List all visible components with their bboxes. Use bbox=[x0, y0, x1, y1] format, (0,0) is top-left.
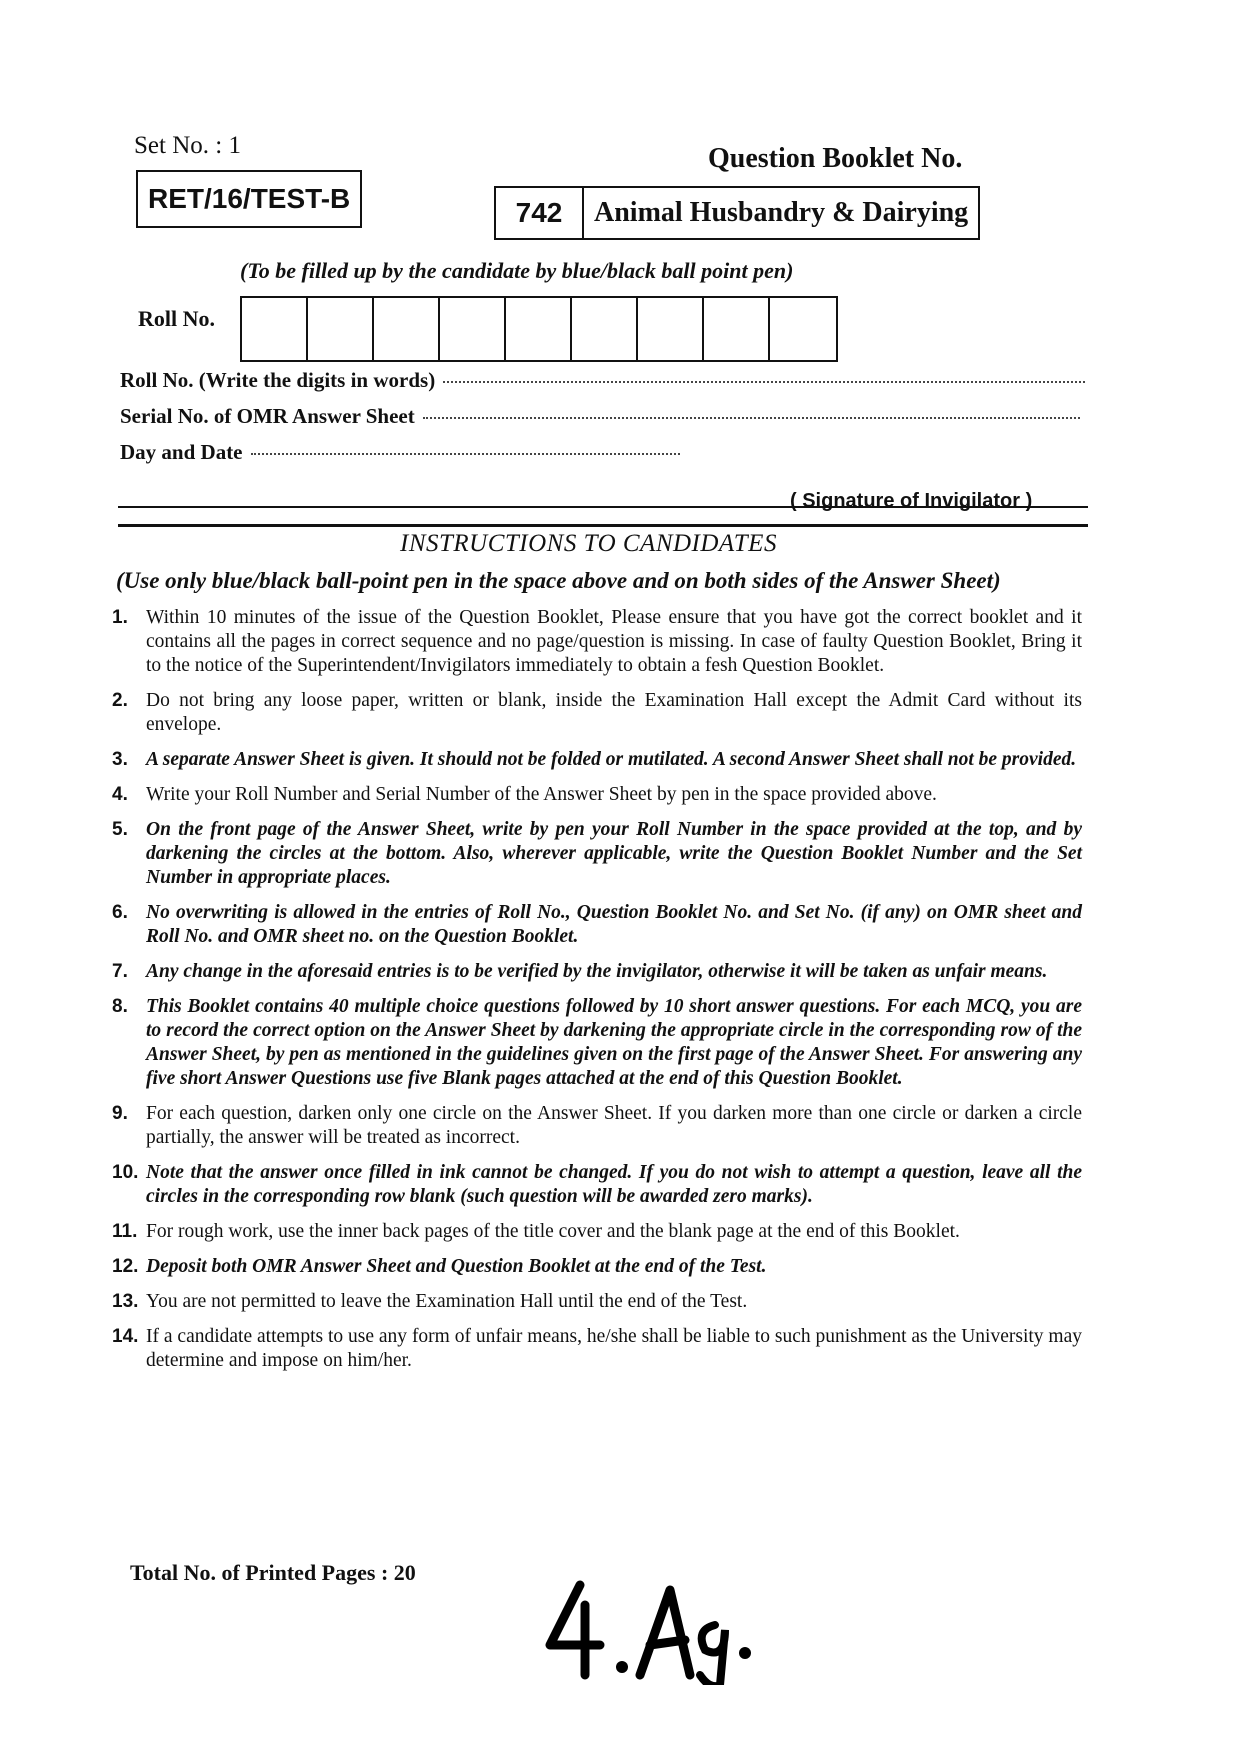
instructions-list bbox=[112, 606, 1082, 1384]
subject-box bbox=[494, 186, 980, 240]
instruction-item: 14. If a candidate attempts to use any form of unfair means, he/she shall be liable to such punishment as the University may determine and impose on him/her. bbox=[112, 1326, 1082, 1371]
roll-digit-box[interactable] bbox=[506, 298, 572, 360]
omr-serial-field[interactable] bbox=[120, 404, 1080, 429]
test-code-box: RET/16/TEST-B bbox=[136, 170, 362, 228]
fill-note: (To be filled up by the candidate by blue/black ball point pen) bbox=[240, 258, 794, 283]
subject-name: Animal Husbandry & Dairying bbox=[594, 197, 969, 228]
day-date-label: Day and Date bbox=[120, 440, 243, 464]
roll-no-words-line[interactable] bbox=[443, 381, 1085, 383]
instructions-subtitle: (Use only blue/black ball-point pen in the space above and on both sides of the Answer Sheet) bbox=[116, 568, 1001, 593]
subject-code: 742 bbox=[496, 188, 584, 238]
omr-serial-line[interactable] bbox=[423, 417, 1080, 419]
roll-digit-box[interactable] bbox=[242, 298, 308, 360]
roll-digit-box[interactable] bbox=[374, 298, 440, 360]
instruction-item: 12. Deposit both OMR Answer Sheet and Question Booklet at the end of the Test. bbox=[112, 1256, 767, 1277]
instruction-item: 9. For each question, darken only one circle on the Answer Sheet. If you darken more than one circle or darken a circle partially, the answer will be treated as incorrect. bbox=[112, 1103, 1082, 1148]
roll-no-words-label: Roll No. (Write the digits in words) bbox=[120, 368, 436, 392]
instruction-item: 2. Do not bring any loose paper, written or blank, inside the Examination Hall except the Admit Card without its envelope. bbox=[112, 690, 1082, 735]
instruction-item: 5. On the front page of the Answer Sheet, write by pen your Roll Number in the space provided at the top, and by darkening the circles at the bottom. Also, wherever applicable, write the Question Booklet Number and the Set Number in appropriate places. bbox=[112, 819, 1082, 888]
instruction-item: 6. No overwriting is allowed in the entries of Roll No., Question Booklet No. and Set No. (if any) on OMR sheet and Roll No. and OMR sheet no. on the Question Booklet. bbox=[112, 902, 1082, 947]
day-date-field[interactable] bbox=[120, 440, 680, 465]
instruction-item: 4. Write your Roll Number and Serial Number of the Answer Sheet by pen in the space provided above. bbox=[112, 784, 937, 805]
roll-digit-box[interactable] bbox=[440, 298, 506, 360]
signature-label: ( Signature of Invigilator ) bbox=[790, 490, 1033, 512]
roll-no-label: Roll No. bbox=[138, 306, 215, 331]
omr-serial-label: Serial No. of OMR Answer Sheet bbox=[120, 404, 415, 428]
instruction-item: 8. This Booklet contains 40 multiple choice questions followed by 10 short answer questions. For each MCQ, you are to record the correct option on the Answer Sheet by darkening the appropriate circle in the corresponding row of the Answer Sheet, by pen as mentioned in the guidelines given on the first page of the Answer Sheet. For answering any five short Answer Questions use five Blank pages attached at the end of this Question Booklet. bbox=[112, 996, 1082, 1089]
instruction-item: 13. You are not permitted to leave the Examination Hall until the end of the Test. bbox=[112, 1291, 748, 1312]
instructions-title: INSTRUCTIONS TO CANDIDATES bbox=[400, 530, 777, 557]
section-divider bbox=[118, 524, 1088, 527]
roll-digit-box[interactable] bbox=[572, 298, 638, 360]
instruction-item: 3. A separate Answer Sheet is given. It should not be folded or mutilated. A second Answer Sheet shall not be provided. bbox=[112, 749, 1077, 770]
roll-digit-box[interactable] bbox=[308, 298, 374, 360]
roll-digit-box[interactable] bbox=[704, 298, 770, 360]
instruction-item: 7. Any change in the aforesaid entries is to be verified by the invigilator, otherwise it will be taken as unfair means. bbox=[112, 961, 1048, 982]
roll-digit-box[interactable] bbox=[770, 298, 836, 360]
day-date-line[interactable] bbox=[251, 453, 680, 455]
set-number: Set No. : 1 bbox=[134, 132, 241, 159]
roll-no-boxes[interactable] bbox=[240, 296, 838, 362]
roll-digit-box[interactable] bbox=[638, 298, 704, 360]
roll-no-words-field[interactable] bbox=[120, 368, 1085, 393]
instruction-item: 11. For rough work, use the inner back pages of the title cover and the blank page at the end of this Booklet. bbox=[112, 1221, 960, 1242]
instruction-item: 10. Note that the answer once filled in ink cannot be changed. If you do not wish to attempt a question, leave all the circles in the corresponding row blank (such question will be awarded zero marks). bbox=[112, 1162, 1082, 1207]
question-booklet-label: Question Booklet No. bbox=[708, 143, 963, 174]
total-printed-pages: Total No. of Printed Pages : 20 bbox=[130, 1560, 416, 1585]
handwritten-note bbox=[540, 1575, 760, 1685]
instruction-item: 1. Within 10 minutes of the issue of the Question Booklet, Please ensure that you have got the correct booklet and it contains all the pages in correct sequence and no page/question is missing. In case of faulty Question Booklet, Bring it to the notice of the Superintendent/Invigilators immediately to obtain a fesh Question Booklet. bbox=[112, 607, 1082, 676]
